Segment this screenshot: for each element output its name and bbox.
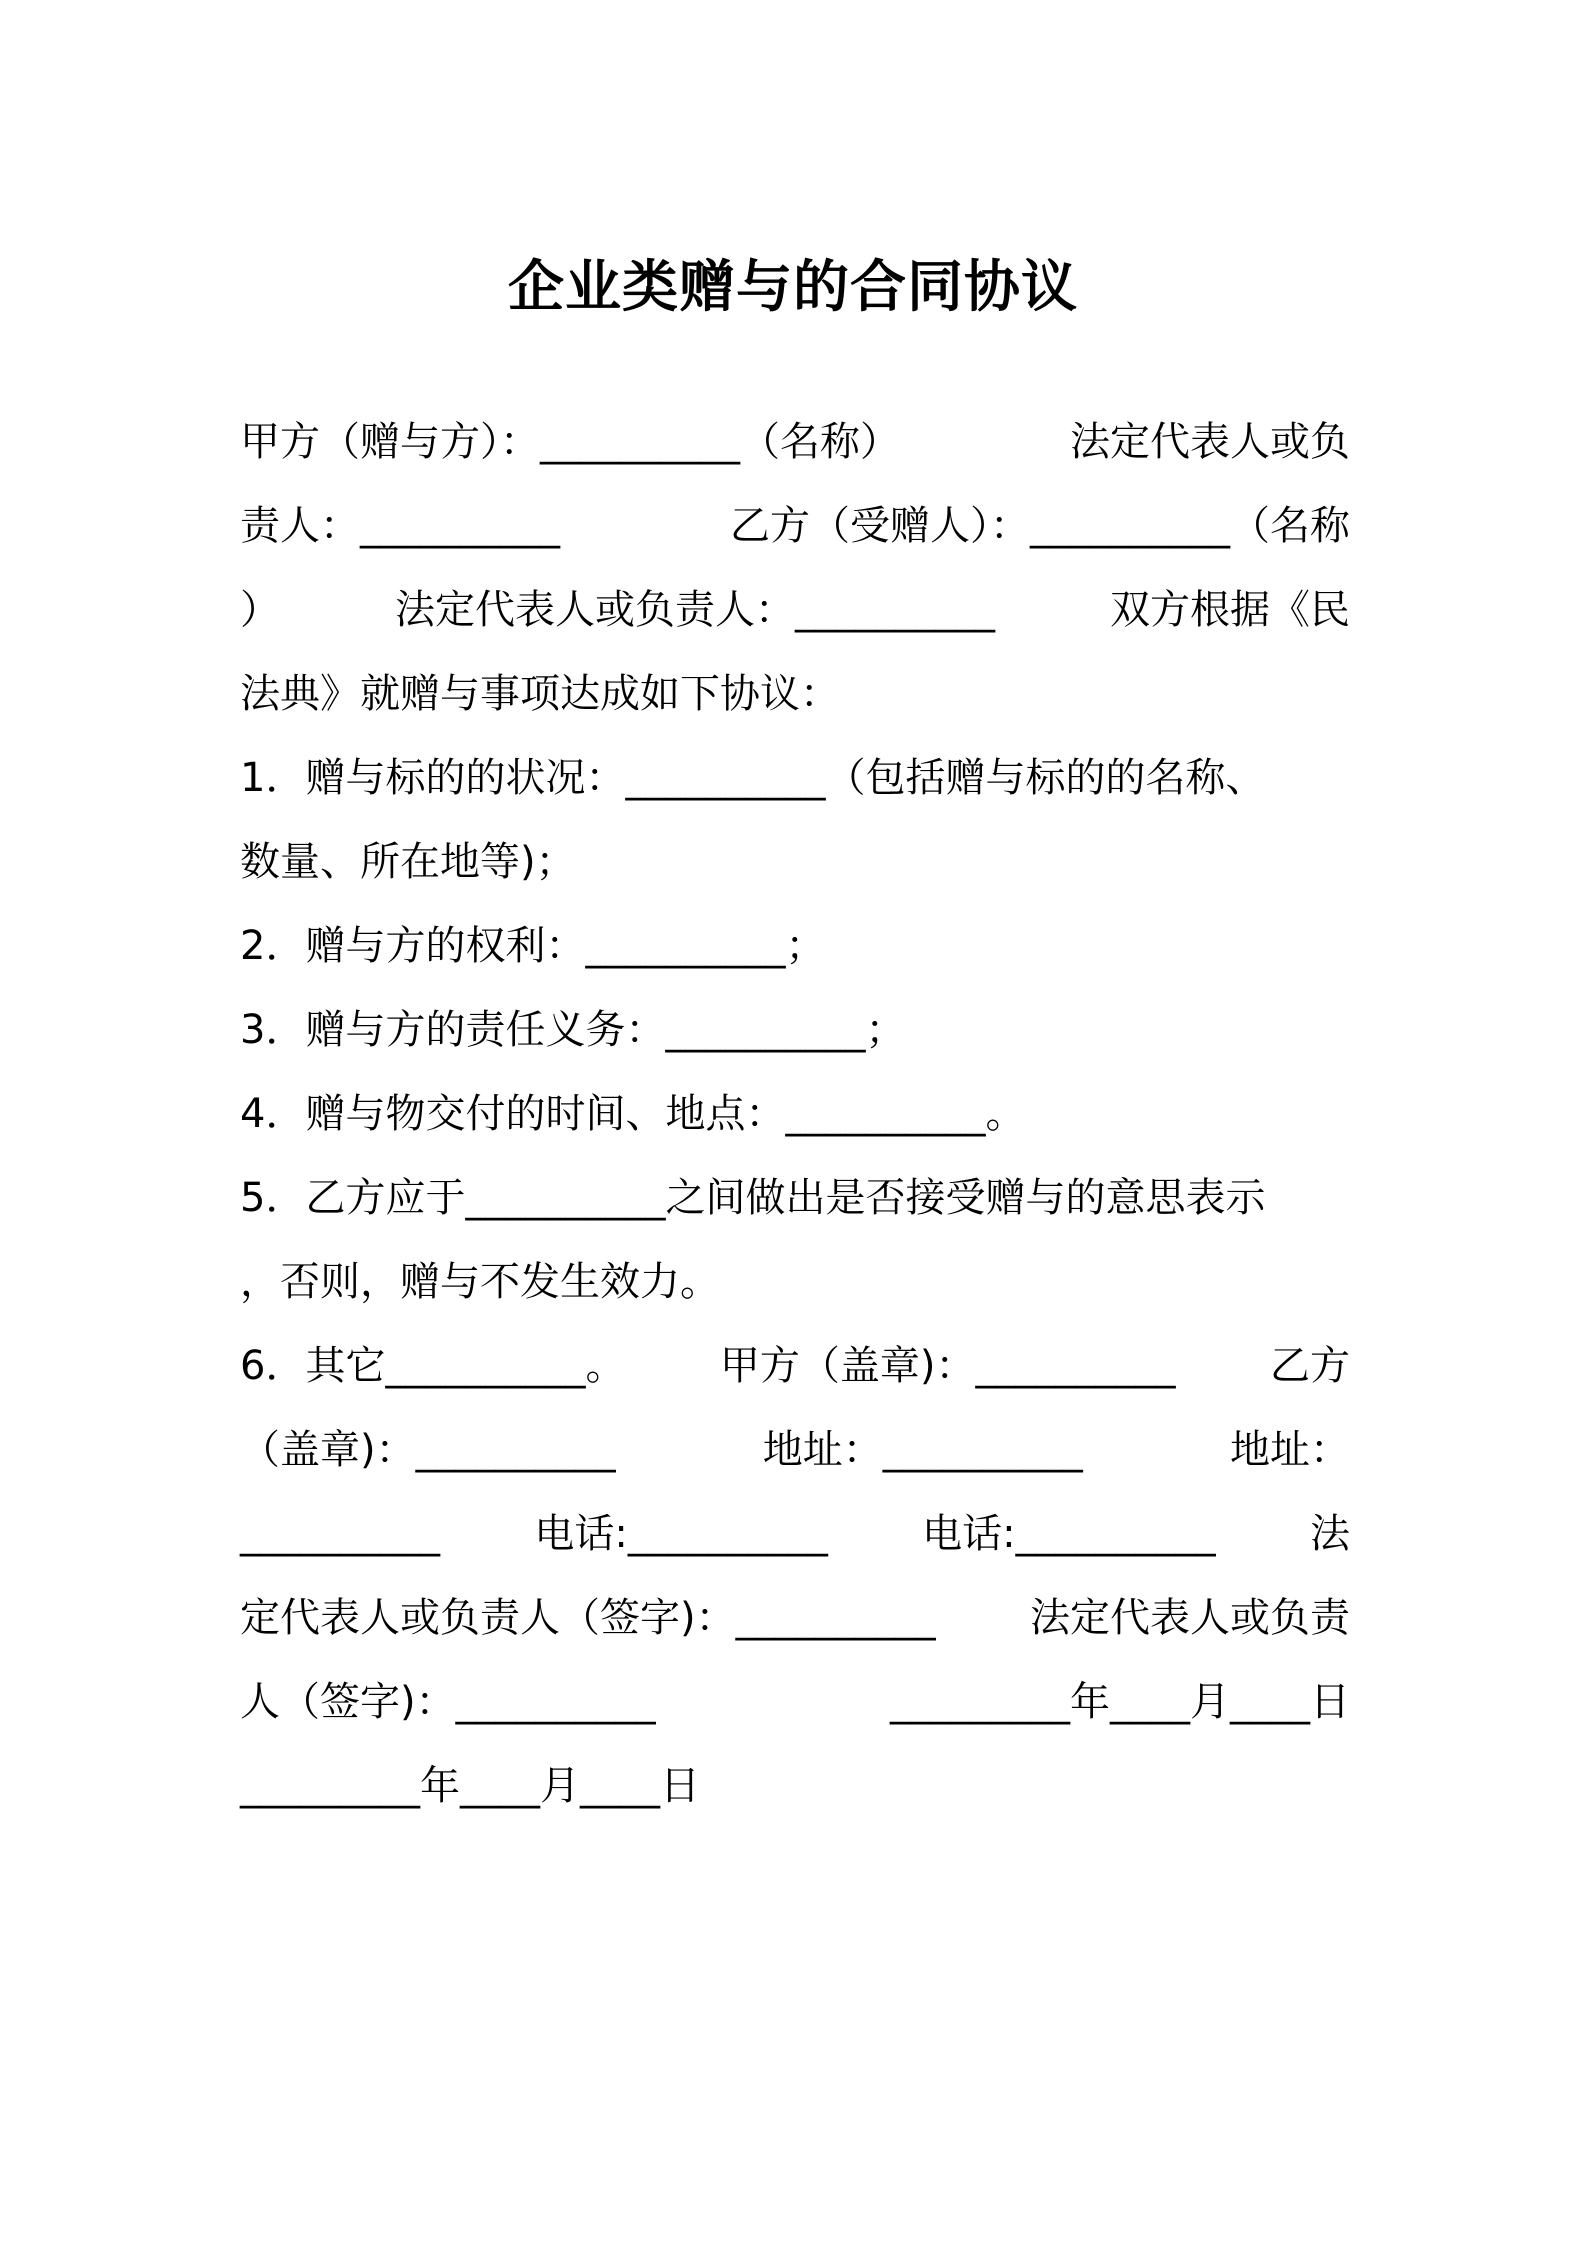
clause-6: [240, 1324, 1350, 1408]
text-segment: 法定代表人或负责人：__________: [395, 587, 995, 633]
text-segment: 双方根据《民: [1110, 587, 1350, 633]
clause-2: [240, 904, 1350, 988]
text-segment: 法典》就赠与事项达成如下协议：: [240, 671, 840, 717]
document-line: [240, 568, 1350, 652]
signature-line: [240, 1660, 1350, 1744]
text-segment: 乙方: [1270, 1343, 1350, 1389]
text-segment: 3．赠与方的责任义务：__________；: [240, 1007, 906, 1053]
document-line: [240, 400, 1350, 484]
text-segment: 地址：: [1229, 1427, 1350, 1473]
clause-1-continued: [240, 820, 1350, 904]
text-segment: 定代表人或负责人（签字)：__________: [240, 1595, 936, 1641]
signature-line: [240, 1492, 1350, 1576]
text-segment: 1．赠与标的的状况：__________（包括赠与标的的名称、: [240, 755, 1266, 801]
document-title: 企业类赠与的合同协议: [508, 255, 1078, 320]
text-segment: __________: [240, 1511, 440, 1557]
text-segment: 责人：__________: [240, 503, 560, 549]
text-segment: 法: [1310, 1511, 1350, 1557]
clause-5: [240, 1156, 1350, 1240]
text-segment: （盖章)：__________: [240, 1427, 616, 1473]
date-line: [240, 1744, 1350, 1828]
clause-1: [240, 736, 1350, 820]
text-segment: 电话:__________: [534, 1511, 828, 1557]
clause-5-continued: [240, 1240, 1350, 1324]
text-segment: ，否则，赠与不发生效力。: [240, 1259, 720, 1305]
text-segment: 法定代表人或负: [1070, 419, 1350, 465]
text-segment: 人（签字)：__________: [240, 1679, 656, 1725]
document-line: [240, 484, 1350, 568]
text-segment: 数量、所在地等)；: [240, 839, 576, 885]
text-segment: _________年____月____日: [240, 1763, 700, 1809]
clause-4: [240, 1072, 1350, 1156]
text-segment: ）: [240, 587, 280, 633]
text-segment: 2．赠与方的权利：__________；: [240, 923, 826, 969]
document-line: [240, 652, 1350, 736]
text-segment: 4．赠与物交付的时间、地点：__________。: [240, 1091, 1026, 1137]
text-segment: 法定代表人或负责: [1030, 1595, 1350, 1641]
text-segment: 电话:__________: [922, 1511, 1216, 1557]
clause-3: [240, 988, 1350, 1072]
text-segment: 甲方（赠与方）：__________（名称）: [240, 419, 900, 465]
text-segment: 乙方（受赠人）：__________（名称: [730, 503, 1350, 549]
text-segment: _________年____月____日: [890, 1679, 1350, 1725]
text-segment: 地址：__________: [762, 1427, 1083, 1473]
text-segment: 6．其它__________。: [240, 1343, 626, 1389]
text-segment: 甲方（盖章)：__________: [719, 1343, 1176, 1389]
text-segment: 5．乙方应于__________之间做出是否接受赠与的意思表示: [240, 1175, 1266, 1221]
signature-line: [240, 1576, 1350, 1660]
signature-line: [240, 1408, 1350, 1492]
